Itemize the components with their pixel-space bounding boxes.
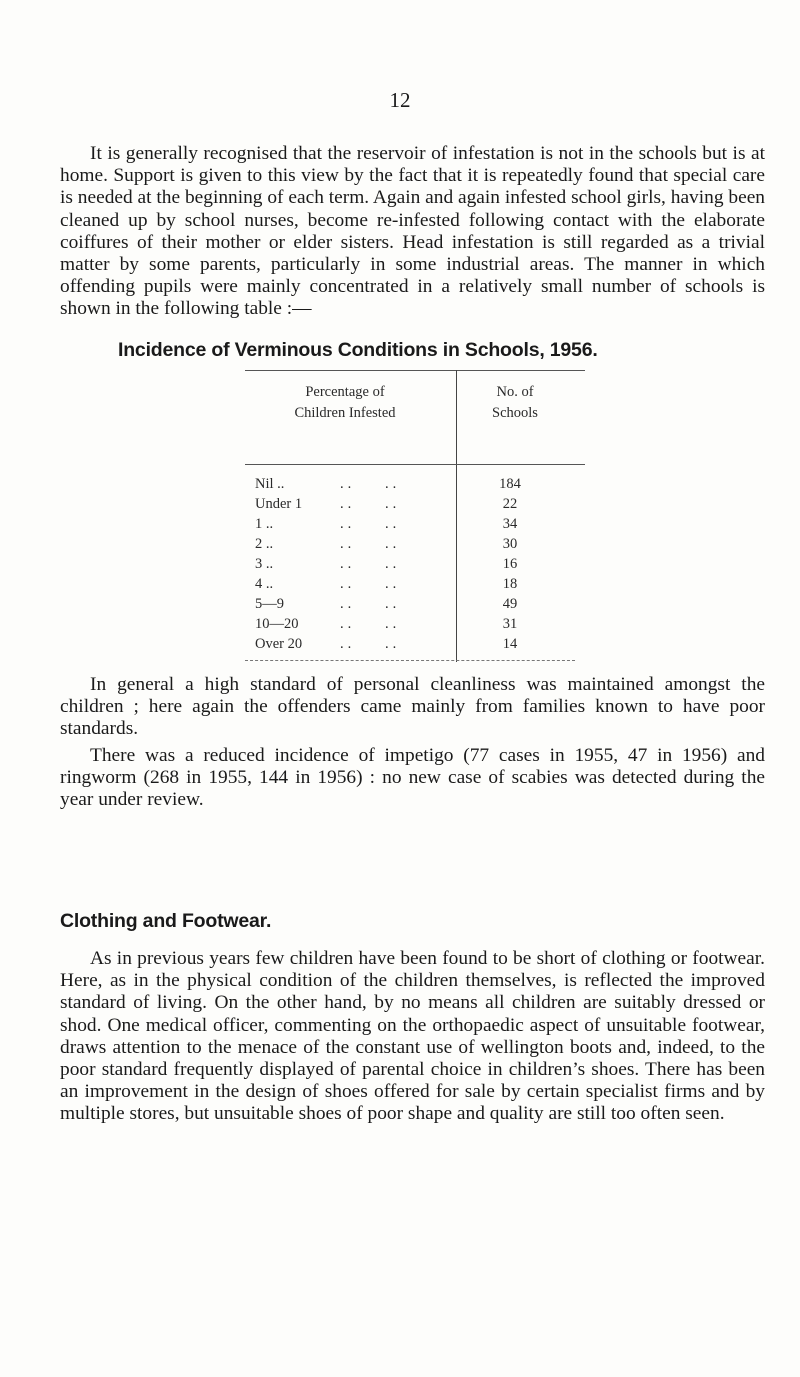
table-header-schools <box>460 382 570 424</box>
leader-dots: .. <box>340 576 356 592</box>
row-value: 16 <box>502 556 518 572</box>
leader-dots: .. <box>340 556 356 572</box>
row-value: 22 <box>502 496 518 512</box>
leader-dots: .. <box>385 596 401 612</box>
paragraph-impetigo-ringworm: There was a reduced incidence of impetigo (77 cases in 1955, 47 in 1956) and ringworm (268 in 1955, 144 in 1956) : no new case of scabies was detected during the year under review. <box>60 745 765 811</box>
table-row <box>255 576 575 596</box>
leader-dots: .. <box>385 576 401 592</box>
row-value: 14 <box>502 636 518 652</box>
row-label: 5—9 <box>255 596 284 612</box>
leader-dots: .. <box>340 476 356 492</box>
leader-dots: .. <box>385 476 401 492</box>
row-label: Nil .. <box>255 476 285 492</box>
row-value: 49 <box>502 596 518 612</box>
table-row <box>255 596 575 616</box>
header-line: Schools <box>492 405 538 421</box>
row-value: 34 <box>502 516 518 532</box>
table-header-rule <box>245 464 585 465</box>
header-line: Percentage of <box>305 384 385 400</box>
table-row <box>255 636 575 656</box>
paragraph-cleanliness: In general a high standard of personal cleanliness was maintained amongst the children ; here again the offenders came mainly from families known to have poor standards. <box>60 674 765 740</box>
row-label: 2 .. <box>255 536 274 552</box>
row-label: 1 .. <box>255 516 274 532</box>
leader-dots: .. <box>385 536 401 552</box>
verminous-conditions-table <box>225 370 645 665</box>
table-row <box>255 476 575 496</box>
table-top-rule <box>245 370 585 371</box>
table-bottom-rule <box>245 660 575 661</box>
table-title: Incidence of Verminous Conditions in Schools, 1956. <box>118 339 598 361</box>
row-value: 18 <box>502 576 518 592</box>
leader-dots: .. <box>340 636 356 652</box>
table-row <box>255 516 575 536</box>
row-label: 3 .. <box>255 556 274 572</box>
leader-dots: .. <box>385 496 401 512</box>
leader-dots: .. <box>340 516 356 532</box>
leader-dots: .. <box>385 516 401 532</box>
leader-dots: .. <box>340 596 356 612</box>
leader-dots: .. <box>385 636 401 652</box>
leader-dots: .. <box>340 496 356 512</box>
leader-dots: .. <box>385 616 401 632</box>
row-label: 4 .. <box>255 576 274 592</box>
header-line: No. of <box>496 384 534 400</box>
table-row <box>255 556 575 576</box>
leader-dots: .. <box>385 556 401 572</box>
table-row <box>255 536 575 556</box>
paragraph-infestation-at-home: It is generally recognised that the reservoir of infestation is not in the schools but is at home. Support is given to this view by the fact that it is repeatedly found that special care is needed at the beginning of each term. Again and again infested school girls, having been cleaned up by school nurses, become re-infested following contact with the elaborate coiffures of their mother or elder sisters. Head infestation is still regarded as a trivial matter by some parents, particularly in some industrial areas. The manner in which offending pupils were mainly concentrated in a relatively small number of schools is shown in the following table :— <box>60 143 765 320</box>
header-line: Children Infested <box>294 405 396 421</box>
row-value: 30 <box>502 536 518 552</box>
leader-dots: .. <box>340 536 356 552</box>
page-number: 12 <box>389 88 411 112</box>
leader-dots: .. <box>340 616 356 632</box>
row-label: 10—20 <box>255 616 299 632</box>
paragraph-clothing-footwear: As in previous years few children have been found to be short of clothing or footwear. Here, as in the physical condition of the children themselves, is reflected the improved standard of living. On the other hand, by no means all children are suitably dressed or shod. One medical officer, commenting on the orthopaedic aspect of unsuitable footwear, draws attention to the menace of the constant use of wellington boots and, indeed, to the poor standard frequently displayed of parental choice in children’s shoes. There has been an improvement in the design of shoes offered for sale by certain specialist firms and by multiple stores, but unsuitable shoes of poor shape and quality are still too often seen. <box>60 948 765 1125</box>
row-value: 184 <box>499 476 521 492</box>
section-heading: Clothing and Footwear. <box>60 910 272 932</box>
row-label: Over 20 <box>255 636 303 652</box>
table-row <box>255 496 575 516</box>
table-row <box>255 616 575 636</box>
table-header-percentage <box>245 382 445 424</box>
row-value: 31 <box>502 616 518 632</box>
row-label: Under 1 <box>255 496 303 512</box>
